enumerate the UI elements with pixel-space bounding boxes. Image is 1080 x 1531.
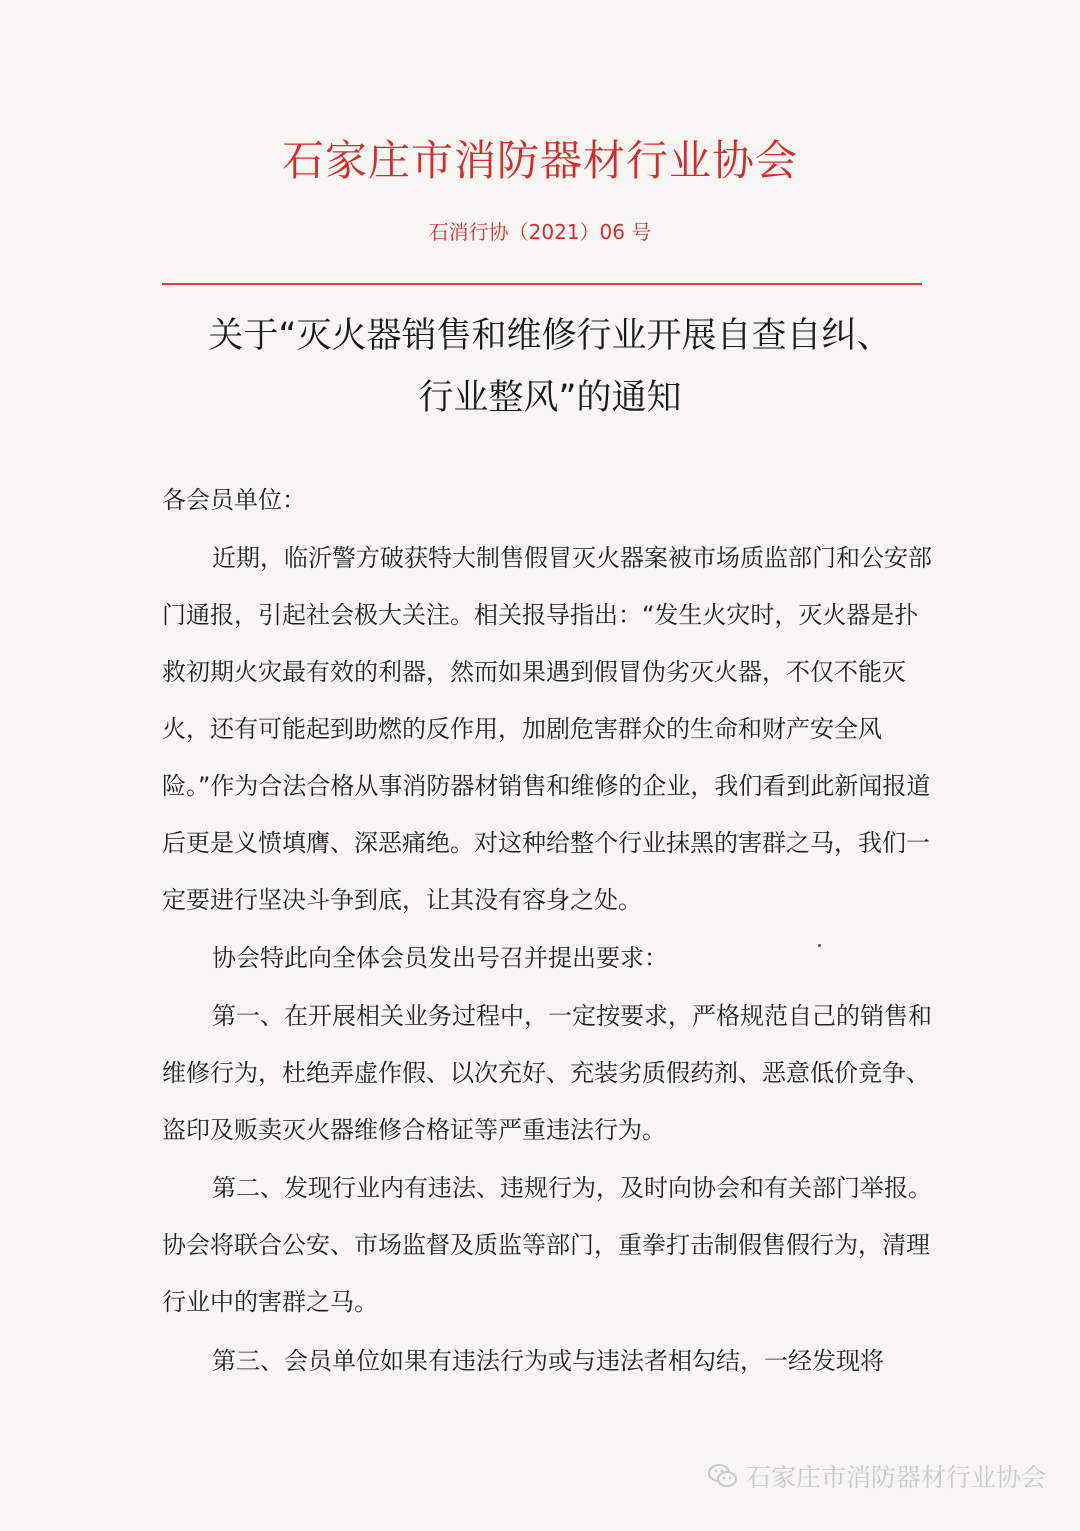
paragraph-4: 第二、发现行业内有违法、违规行为，及时向协会和有关部门举报。协会将联合公安、市场监督及质监等部门，重拳打击制假售假行为，清理行业中的害群之马。 (162, 1174, 932, 1316)
wechat-icon (708, 1463, 738, 1489)
notice-title-line-1: 关于“灭火器销售和维修行业开展自查自纠、 (208, 316, 892, 356)
salutation: 各会员单位： (162, 486, 306, 514)
red-divider (162, 283, 922, 285)
paragraph-1: 近期，临沂警方破获特大制售假冒灭火器案被市场质监部门和公安部门通报，引起社会极大关注。相关报导指出：“发生火灾时，灭火器是扑救初期火灾最有效的利器，然而如果遇到假冒伪劣灭火器，不仅不能灭火，还有可能起到助燃的反作用，加剧危害群众的生命和财产安全风险。”作为合法合格从事消防器材销售和维修的企业，我们看到此新闻报道后更是义愤填膺、深恶痛绝。对这种给整个行业抹黑的害群之马，我们一定要进行坚决斗争到底，让其没有容身之处。 (162, 544, 932, 914)
scan-speck (818, 944, 821, 947)
paragraph-5: 第三、会员单位如果有违法行为或与违法者相勾结，一经发现将 (212, 1347, 884, 1375)
notice-title-line-2: 行业整风”的通知 (418, 378, 682, 418)
organization-title: 石家庄市消防器材行业协会 (281, 136, 798, 185)
watermark (708, 1458, 1046, 1494)
paragraph-2: 协会特此向全体会员发出号召并提出要求： (212, 944, 668, 972)
paragraph-3: 第一、在开展相关业务过程中，一定按要求，严格规范自己的销售和维修行为，杜绝弄虚作假、以次充好、充装劣质假药剂、恶意低价竞争、盗印及贩卖灭火器维修合格证等严重违法行为。 (162, 1002, 932, 1144)
document-number: 石消行协（2021）06 号 (428, 220, 652, 244)
watermark-text: 石家庄市消防器材行业协会 (745, 1463, 1046, 1492)
notice-title (140, 305, 960, 429)
